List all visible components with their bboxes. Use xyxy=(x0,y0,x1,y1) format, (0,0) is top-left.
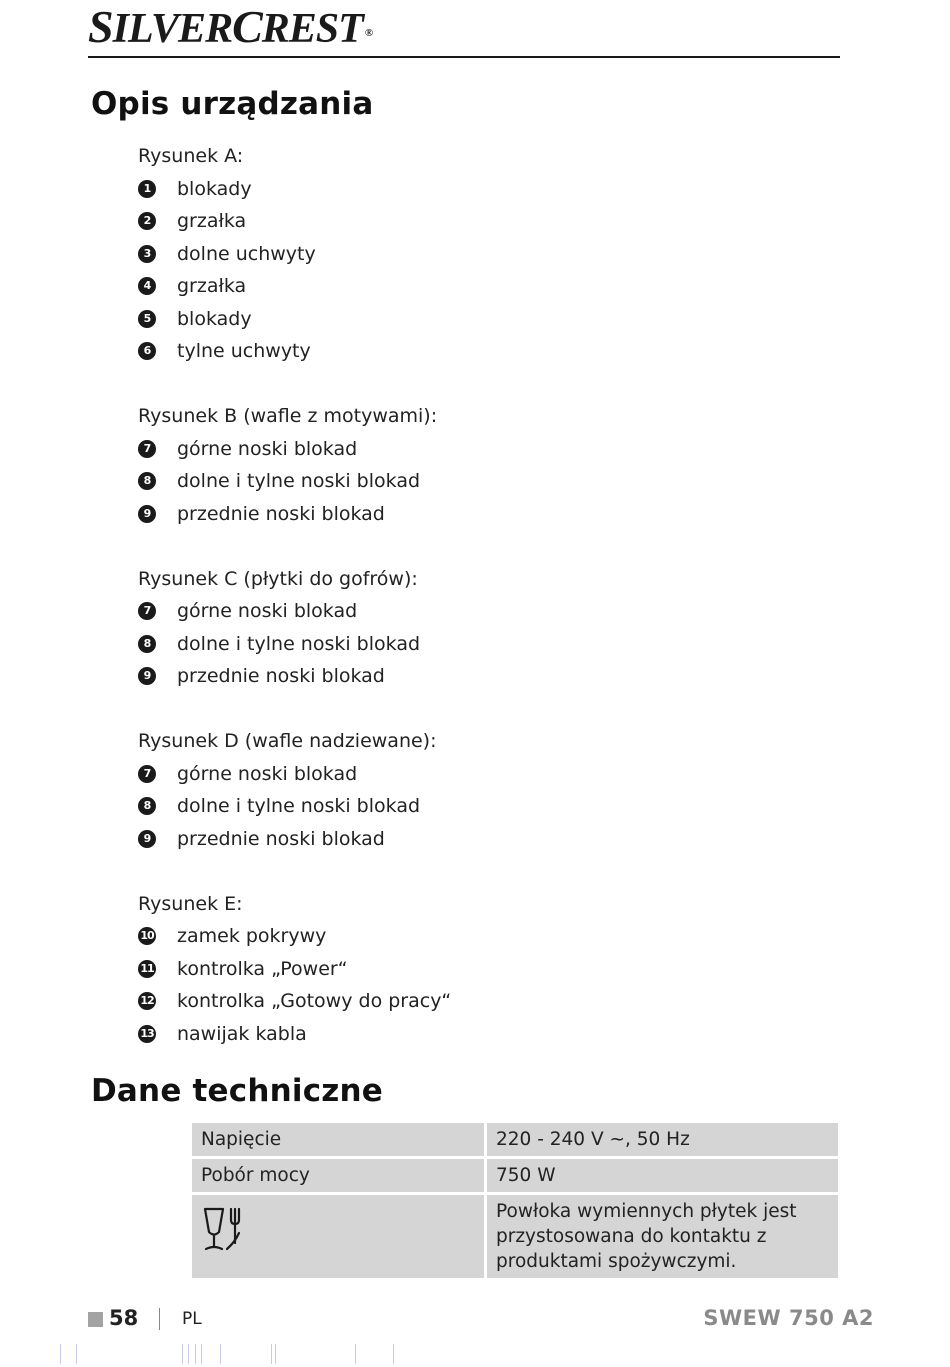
item-label: dolne i tylne noski blokad xyxy=(177,632,421,655)
item-number-badge: 7 xyxy=(138,765,156,783)
page-number: 58 xyxy=(109,1306,139,1330)
model-name: SWEW 750 A2 xyxy=(703,1306,874,1330)
list-item xyxy=(138,303,838,336)
figure-heading: Rysunek E: xyxy=(138,892,243,915)
language-code: PL xyxy=(182,1309,202,1329)
item-number-badge: 11 xyxy=(138,960,156,978)
section-title-technical-data: Dane techniczne xyxy=(91,1073,384,1109)
spec-value: 750 W xyxy=(487,1159,838,1192)
item-number-badge: 8 xyxy=(138,635,156,653)
list-item xyxy=(138,173,838,206)
list-item xyxy=(138,985,838,1018)
item-number-badge: 8 xyxy=(138,797,156,815)
item-number-badge: 2 xyxy=(138,212,156,230)
figure-heading: Rysunek D (wafle nadziewane): xyxy=(138,730,437,752)
header-rule xyxy=(88,56,840,58)
list-item xyxy=(138,270,838,303)
item-number-badge: 4 xyxy=(138,277,156,295)
spec-label: Pobór mocy xyxy=(192,1159,487,1192)
item-number-badge: 7 xyxy=(138,440,156,458)
item-number-badge: 7 xyxy=(138,602,156,620)
spec-label: Napięcie xyxy=(192,1123,487,1156)
item-label: kontrolka „Power“ xyxy=(177,957,348,980)
list-item xyxy=(138,790,838,823)
list-item xyxy=(138,660,838,693)
table-row xyxy=(192,1159,838,1192)
item-number-badge: 9 xyxy=(138,667,156,685)
item-number-badge: 12 xyxy=(138,992,156,1010)
spec-value: 220 - 240 V ~, 50 Hz xyxy=(487,1123,838,1156)
item-number-badge: 9 xyxy=(138,505,156,523)
item-number-badge: 5 xyxy=(138,310,156,328)
item-label: dolne i tylne noski blokad xyxy=(177,795,421,817)
food-safe-note xyxy=(487,1195,838,1278)
scan-marks xyxy=(0,1342,950,1367)
note-line: produktami spożywczymi. xyxy=(496,1251,737,1272)
group-spacer xyxy=(138,693,838,726)
list-item xyxy=(138,465,838,498)
list-item xyxy=(138,758,838,791)
list-item xyxy=(138,595,838,628)
list-item xyxy=(138,498,838,531)
figure-heading: Rysunek C (płytki do gofrów): xyxy=(138,567,418,590)
item-number-badge: 3 xyxy=(138,245,156,263)
item-label: blokady xyxy=(177,307,252,330)
brand-logo: SILVERCREST ® xyxy=(88,1,373,52)
list-item xyxy=(138,628,838,661)
item-number-badge: 1 xyxy=(138,180,156,198)
item-number-badge: 6 xyxy=(138,342,156,360)
item-label: nawijak kabla xyxy=(177,1022,307,1045)
item-label: grzałka xyxy=(177,210,247,232)
group-spacer xyxy=(138,368,838,401)
item-label: dolne i tylne noski blokad xyxy=(177,470,421,492)
parts-list xyxy=(138,140,838,1050)
item-number-badge: 9 xyxy=(138,830,156,848)
list-item xyxy=(138,1018,838,1051)
list-item xyxy=(138,823,838,856)
list-item xyxy=(138,433,838,466)
technical-data-table xyxy=(192,1120,838,1281)
figure-heading: Rysunek A: xyxy=(138,145,244,167)
footer-square-icon xyxy=(88,1312,103,1327)
table-row xyxy=(192,1195,838,1278)
list-item xyxy=(138,335,838,368)
item-label: blokady xyxy=(177,177,252,200)
item-label: górne noski blokad xyxy=(177,600,358,622)
food-safe-glass-fork-icon xyxy=(192,1195,487,1278)
item-number-badge: 8 xyxy=(138,472,156,490)
item-label: dolne uchwyty xyxy=(177,242,316,265)
item-number-badge: 13 xyxy=(138,1025,156,1043)
note-line: przystosowana do kontaktu z xyxy=(496,1226,767,1247)
list-item xyxy=(138,205,838,238)
table-row xyxy=(192,1123,838,1156)
group-spacer xyxy=(138,530,838,563)
item-label: górne noski blokad xyxy=(177,762,358,785)
footer-divider xyxy=(159,1308,160,1330)
item-label: tylne uchwyty xyxy=(177,340,311,362)
figure-heading: Rysunek B (wafle z motywami): xyxy=(138,405,438,427)
list-item xyxy=(138,238,838,271)
item-label: grzałka xyxy=(177,275,247,297)
item-label: przednie noski blokad xyxy=(177,827,385,850)
item-label: kontrolka „Gotowy do pracy“ xyxy=(177,990,452,1012)
item-label: zamek pokrywy xyxy=(177,925,327,947)
list-item xyxy=(138,920,838,953)
note-line: Powłoka wymiennych płytek jest xyxy=(496,1201,797,1222)
item-label: przednie noski blokad xyxy=(177,665,385,687)
item-label: górne noski blokad xyxy=(177,437,358,460)
section-title-description: Opis urządzania xyxy=(91,86,374,122)
group-spacer xyxy=(138,855,838,888)
list-item xyxy=(138,953,838,986)
item-number-badge: 10 xyxy=(138,927,156,945)
page-footer xyxy=(0,1302,950,1342)
item-label: przednie noski blokad xyxy=(177,502,385,525)
